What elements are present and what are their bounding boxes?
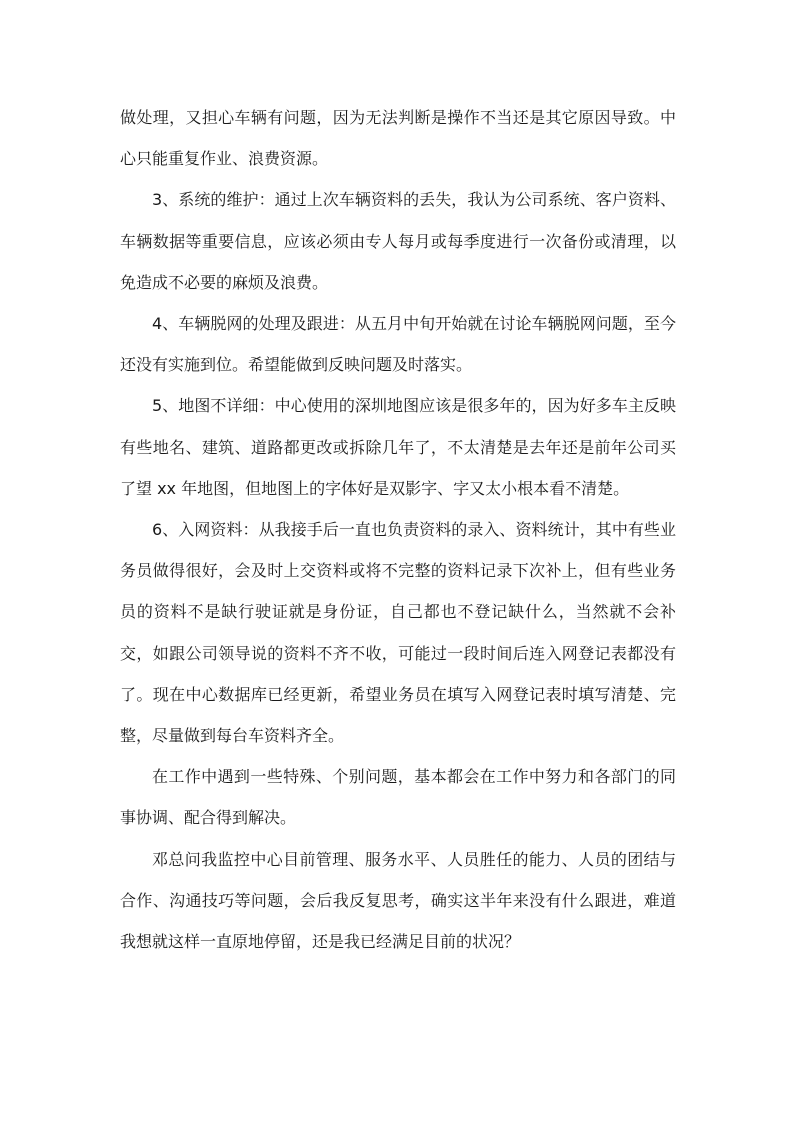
paragraph-network-data: 6、入网资料：从我接手后一直也负责资料的录入、资料统计，其中有些业务员做得很好，会及时上交资料或将不完整的资料记录下次补上，但有些业务员的资料不是缺行驶证就是身份证，自己都也不登记缺什么，当然就不会补交，如跟公司领导说的资料不齐不收，可能过一段时间后连入网登记表都没有了。现在中心数据库已经更新，希望业务员在填写入网登记表时填写清楚、完整，尽量做到每台车资料齐全。 bbox=[120, 520, 676, 746]
paragraph-continuation: 做处理，又担心车辆有问题，因为无法判断是操作不当还是其它原因导致。中心只能重复作业、浪费资源。 bbox=[120, 108, 676, 169]
paragraph-reflection: 邓总问我监控中心目前管理、服务水平、人员胜任的能力、人员的团结与合作、沟通技巧等问题，会后我反复思考，确实这半年来没有什么跟进，难道我想就这样一直原地停留，还是我已经满足目前的状况？ bbox=[120, 849, 676, 952]
document-body bbox=[120, 97, 676, 962]
paragraph-vehicle-offline: 4、车辆脱网的处理及跟进：从五月中旬开始就在讨论车辆脱网问题，至今还没有实施到位。希望能做到反映问题及时落实。 bbox=[120, 314, 676, 375]
paragraph-map-detail: 5、地图不详细：中心使用的深圳地图应该是很多年的，因为好多车主反映有些地名、建筑、道路都更改或拆除几年了，不太清楚是去年还是前年公司买了望 xx 年地图，但地图上的字体好是双影字、字又太小根本看不清楚。 bbox=[120, 396, 676, 498]
paragraph-system-maintenance: 3、系统的维护：通过上次车辆资料的丢失，我认为公司系统、客户资料、车辆数据等重要信息，应该必须由专人每月或每季度进行一次备份或清理，以免造成不必要的麻烦及浪费。 bbox=[120, 190, 676, 292]
paragraph-work-issues: 在工作中遇到一些特殊、个别问题，基本都会在工作中努力和各部门的同事协调、配合得到解决。 bbox=[120, 767, 676, 828]
